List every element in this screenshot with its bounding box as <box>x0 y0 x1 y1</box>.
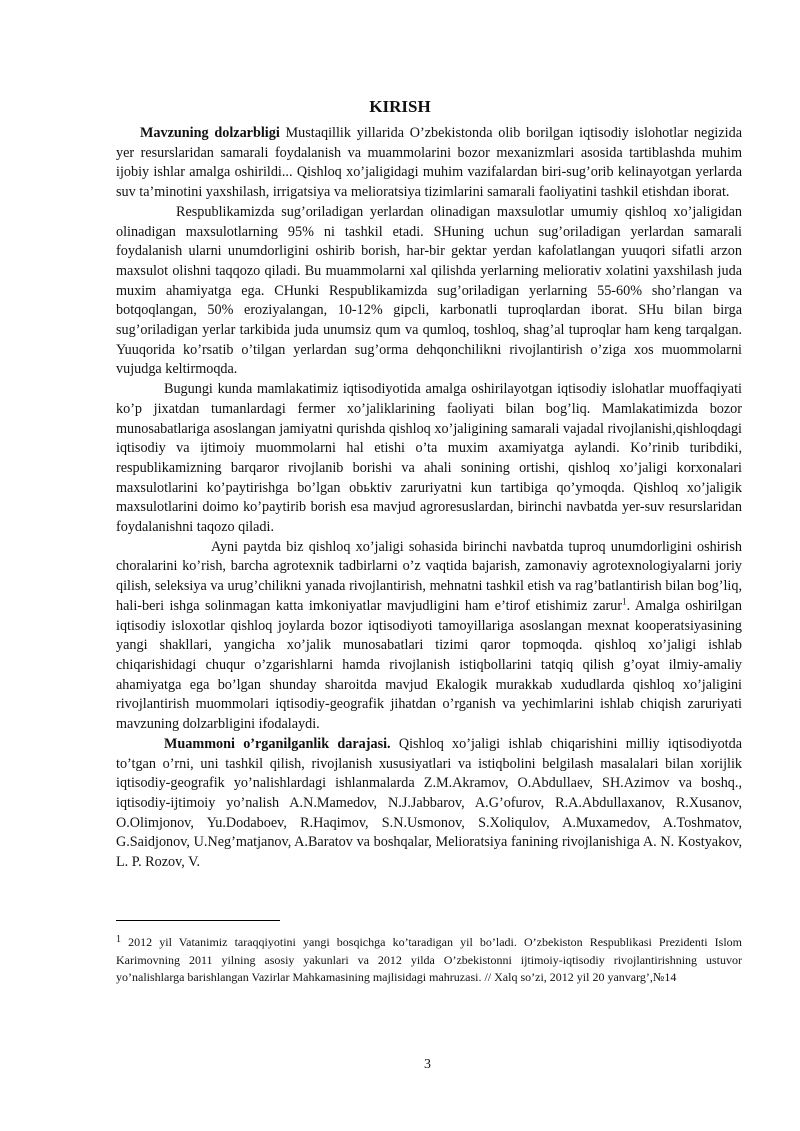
paragraph-irrigated-lands <box>116 203 742 380</box>
footnote-separator <box>116 920 280 921</box>
paragraph-text: Respublikamizda sug’oriladigan yerlardan olinadigan maxsulotlar umumiy qishloq xo’jaligidan olinadigan maxsulotlarning 95% ni tashkil etadi. SHuning uchun sug’oriladigan yerlardan samarali foydalanish ularni unumdorligini oshirib borish, har-bir gektar yerdan kafolatlangan yuuqori sifatli arzon maxsulot olishni taqqozo qiladi. Bu muammolarni xal qilishda yerlarning meliorativ xolatini yaxshilash juda muxim ahamiyatga ega. CHunki Respublikamizda sug’oriladigan yerlarning 55-60% sho’rlangan va botqoqlangan, 50% eroziyalangan, 10-12% gipcli, karbonatli tuproqlardan iborat. SHu bilan birga sug’oriladigan yerlar tarkibida juda unumsiz qum va qumloq, toshloq, shag’al tuproqlar ham keng tarqalgan. Yuuqorida ko’rsatib o’tilgan yerlardan sug’orma dehqonchilikni rivojlantirish o’ziga xos muommolarni vujudga keltirmoqda. <box>116 203 742 378</box>
paragraph-lead: Muammoni o’rganilganlik darajasi. <box>164 735 391 752</box>
footnote <box>116 934 742 987</box>
footnote-reference[interactable]: 1 <box>622 596 627 607</box>
paragraph-soil-fertility <box>116 538 742 735</box>
footnote-text: 2012 yil Vatanimiz taraqqiyotini yangi bosqichga ko’taradigan yil bo’ladi. O’zbekiston Respublikasi Prezidenti Islom Karimovning 2011 yilning asosiy yakunlari va 2012 yilda O’zbekistonni ijtimoiy-iqtisodiy rivojlantirishning ustuvor yo’nalishlarga barishlangan Vazirlar Mahkamasining majlisidagi mahruzasi. // Xalq so’zi, 2012 yil 20 yanvarg’,№14 <box>116 935 742 984</box>
footnote-text-block <box>116 934 742 987</box>
paragraph-text: Bugungi kunda mamlakatimiz iqtisodiyotida amalga oshirilayotgan iqtisodiy islohatlar muoffaqiyati ko’p jixatdan tumanlardagi fermer xo’jaliklarining faoliyati bilan bog’liq. Mamlakatimizda bozor munosabatlariga asoslangan jamiyatni qurishda qishloq xo’jaligining samarali vajadal rivojlanishi,qishloqdagi iqtisodiy va ijtimoiy muommolarni hal etishi o’ta muxim axamiyatga aylandi. Ko’rinib turibdiki, respublikamizning barqaror rivojlanib borishi va ahali sonining ortishi, qishloq xo’jaligi korxonalari maxsulotlarini ko’paytirishga bo’lgan obьktiv zaruriyatni kun tartibiga qo’ymoqda. Qishloq xo’jaligik maxsulotlarini doimo ko’paytirib borish esa mavjud agroresuslardan, birinchi navbatda yer-suv resurslaridan foydalanishni taqozo qiladi. <box>116 381 742 536</box>
page-title: KIRISH <box>369 97 431 116</box>
paragraph-text: . Amalga oshirilgan iqtisodiy isloxotlar qishloq joylarda bozor iqtisodiyoti tamoyillariga asoslangan mexnat kooperatsiyasining yangi shakllari, yangicha xo’jalik munosabatlari tizimi qaror topmoqda. qishloq xo’jaligi ishlab chiqarishidagi chuqur o’zgarishlarni hamda rivojlanish istiqbollarini tatqiq qilish g’oyat ilmiy-amaliy ahamiyatga ega bo’lgan shunday sharoitda mavjud Ekalogik murakkab xududlarda qishloq xo’jaligini rivojlantirish muommolari iqtisodiy-geografik jihatdan o’rganish va yechimlarini ishlab chiqish zaruriyati mavzuning dolzarbligini ifodalaydi. <box>116 597 742 733</box>
paragraph-text: Ayni paytda biz qishloq xo’jaligi sohasida birinchi navbatda tuproq unumdorligini oshirish choralarini ko’rish, barcha agrotexnik tadbirlarni o’z vaqtida bajarish, zamonaviy agrotexnologiyalarni joriy qilish, seleksiya va urug’chilikni yanada rivojlantirish, mehnatni tashkil etish va rag’batlantirish bilan bog’liq, hali-beri ishga solinmagan katta imkoniyatlar mavjudligini ham e’tirof etishimiz zarur <box>116 538 742 614</box>
page-number: 3 <box>424 1057 431 1072</box>
paragraph-study-degree <box>116 735 742 873</box>
paragraph-lead: Mavzuning dolzarbligi <box>140 125 280 141</box>
paragraph-relevance <box>116 124 742 203</box>
paragraph-text: Mustaqillik yillarida O’zbekistonda olib borilgan iqtisodiy islohotlar negizida yer resurslaridan samarali foydalanish va muammolarini bozor mexanizmlari asosida tartiblashda muhim ijobiy ishlar amalga oshirildi... Qishloq xo’jaligidagi muhim vazifalardan biri-sug’orib kelinayotgan yerlarda suv ta’minotini yaxshilash, irrigatsiya va melioratsiya tizimlarini samarali faoliyatini tashkil etishdan iborat. <box>116 125 742 201</box>
paragraph-economy-today <box>116 380 742 538</box>
footnote-marker: 1 <box>116 934 121 945</box>
paragraph-text: Qishloq xo’jaligi ishlab chiqarishini milliy iqtisodiyotda to’tgan o’rni, uni tashkil qilish, rivojlanish xususiyatlari va istiqbolini belgilash masalalari bilan xorijlik iqtisodiy-geografik yo’nalishlardagi ishlanmalarda Z.M.Akramov, O.Abdullaev, SH.Azimov va boshq., iqtisodiy-ijtimoiy yo’nalish A.N.Mamedov, N.J.Jabbarov, A.G’ofurov, R.A.Abdullaxanov, R.Xusanov, O.Olimjonov, Yu.Dodaboev, R.Haqimov, S.N.Usmonov, S.Xoliqulov, A.Muxamedov, A.Toshmatov, G.Saidjonov, U.Neg’matjanov, A.Baratov va boshqalar, Melioratsiya fanining rivojlanishiga A. N. Kostyakov, L. P. Rozov, V. <box>116 735 742 871</box>
document-body <box>116 124 742 873</box>
